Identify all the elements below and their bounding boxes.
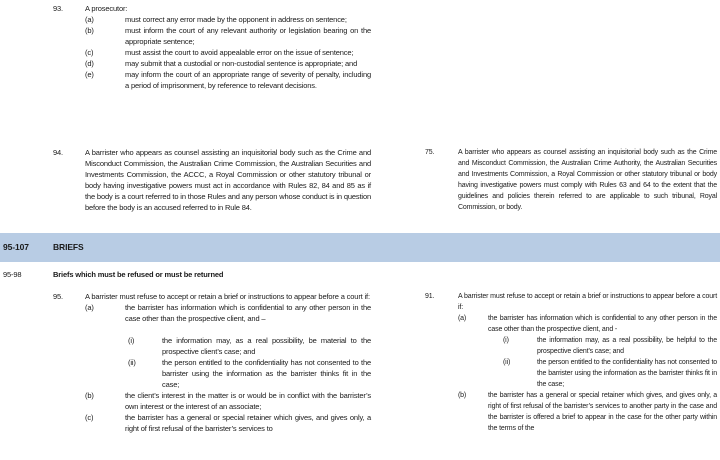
item-text: the information may, as a real possibility, be helpful to the prospective client’s case; and <box>537 337 717 355</box>
item-label: (a) <box>85 303 94 312</box>
sublist-item <box>128 335 371 357</box>
list-item <box>85 69 371 91</box>
paragraph-number: 75. <box>425 149 435 156</box>
paragraph-95 <box>53 291 371 434</box>
paragraph-number: 94. <box>53 148 63 157</box>
roman-sublist <box>503 335 717 390</box>
list-item <box>85 412 371 434</box>
item-text: the information may, as a real possibility, be material to the prospective client’s case; and <box>162 336 371 356</box>
paragraph-number: 95. <box>53 292 63 301</box>
numbered-paragraph <box>53 3 371 91</box>
numbered-paragraph <box>425 147 717 213</box>
paragraph-text: A barrister who appears as counsel assisting an inquisitorial body such as the Crime and Misconduct Commission, the Australian Crime Authority, the Australian Securities and Investments Commission, a Royal Commission or other statutory tribunal or body having investigative powers must comply with Rules 63 and 64 to the extent that the guidelines and policies therein referred to are applicable to such tribunal, Royal Commission, or body. <box>458 149 717 211</box>
numbered-paragraph <box>53 291 371 434</box>
item-label: (a) <box>85 15 94 24</box>
roman-sublist <box>128 335 371 390</box>
list-item <box>458 390 717 434</box>
item-text: the client’s interest in the matter is or would be in conflict with the barrister’s own interest or the interest of an associate; <box>125 391 371 411</box>
item-text: the person entitled to the confidentiality has not consented to the barrister using the information as the barrister thinks fit in the case; <box>162 358 371 389</box>
paragraph-number: 93. <box>53 4 63 13</box>
item-text: may inform the court of an appropriate range of severity of penalty, including a period of imprisonment, by reference to relevant decisions. <box>125 70 371 90</box>
section-range: 95-107 <box>3 242 29 252</box>
item-label: (e) <box>85 70 94 79</box>
paragraph-number: 91. <box>425 293 435 300</box>
item-text: must correct any error made by the opponent in address on sentence; <box>125 15 347 24</box>
sublist-item <box>503 335 717 357</box>
paragraph-body <box>85 3 371 91</box>
sublist-item <box>503 357 717 390</box>
item-text: must assist the court to avoid appealable error on the issue of sentence; <box>125 48 354 57</box>
numbered-paragraph <box>425 291 717 434</box>
item-label: (b) <box>85 26 94 35</box>
subsection-range: 95-98 <box>3 270 22 279</box>
item-text: must inform the court of any relevant authority or legislation bearing on the appropriate sentence; <box>125 26 371 46</box>
list-item <box>85 25 371 47</box>
item-text: the person entitled to the confidentiality has not consented to the barrister using the information as the barrister thinks fit in the case; <box>537 359 717 388</box>
item-label: (a) <box>458 315 467 322</box>
item-body <box>488 313 717 390</box>
item-label: (ii) <box>128 358 136 367</box>
list-item <box>85 390 371 412</box>
section-band <box>0 233 720 262</box>
paragraph-lead: A prosecutor: <box>85 4 128 13</box>
item-text: the barrister has a general or special retainer which gives, and gives only, a right of first refusal of the barrister’s services to <box>125 413 371 433</box>
item-label: (c) <box>85 48 94 57</box>
item-text: the barrister has a general or special retainer which gives, and gives only, a right of first refusal of the barrister’s services to another party in the case and the barrister is offered a brief to appear in the case for the other party within the terms of the <box>488 392 717 432</box>
sublist-item <box>128 357 371 390</box>
paragraph-75 <box>425 147 717 213</box>
item-label: (c) <box>85 413 94 422</box>
paragraph-lead: A barrister must refuse to accept or retain a brief or instructions to appear before a court if: <box>458 293 717 311</box>
paragraph-body <box>85 291 371 434</box>
item-label: (b) <box>85 391 94 400</box>
list-item <box>85 47 371 58</box>
list-item <box>85 58 371 69</box>
item-label: (i) <box>128 336 135 345</box>
item-body <box>125 302 371 390</box>
numbered-paragraph <box>53 147 371 213</box>
subsection-title: Briefs which must be refused or must be returned <box>53 270 224 279</box>
item-text: the barrister has information which is confidential to any other person in the case other than the prospective client, and – <box>125 303 371 323</box>
list-item <box>85 302 371 390</box>
list-item <box>85 14 371 25</box>
item-label: (d) <box>85 59 94 68</box>
item-text: may submit that a custodial or non-custodial sentence is appropriate; and <box>125 59 358 68</box>
item-text: the barrister has information which is confidential to any other person in the case other than the prospective client, and - <box>488 315 717 333</box>
paragraph-91 <box>425 291 717 434</box>
item-label: (b) <box>458 392 467 399</box>
paragraph-text: A barrister who appears as counsel assisting an inquisitorial body such as the Crime and Misconduct Commission, the Australian Crime Commission, the Australian Securities and Investments Commission, the ACCC, a Royal Commission or other statutory tribunal or body having investigative powers must act in accordance with Rules 82, 84 and 85 as if the body is a court referred to in those Rules and any person whose conduct is in question before the body is an accused referred to in Rule 84. <box>85 148 371 212</box>
subsection-heading <box>0 269 720 280</box>
paragraph-94 <box>53 147 371 213</box>
item-label: (ii) <box>503 359 511 366</box>
item-label: (i) <box>503 337 509 344</box>
list-item <box>458 313 717 390</box>
paragraph-93 <box>53 3 371 91</box>
paragraph-lead: A barrister must refuse to accept or retain a brief or instructions to appear before a court if: <box>85 292 370 301</box>
paragraph-body <box>458 291 717 434</box>
section-title: BRIEFS <box>53 242 84 252</box>
